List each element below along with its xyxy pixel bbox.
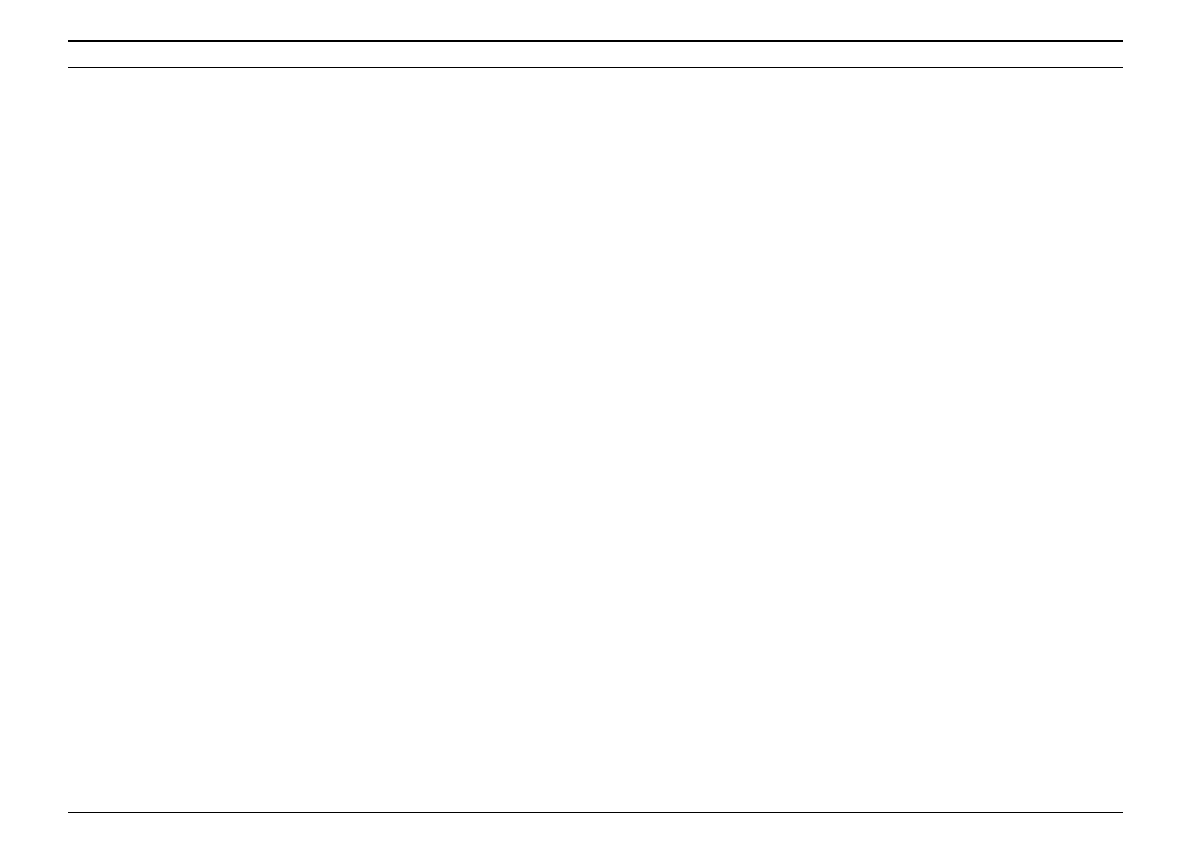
table-header	[68, 42, 1123, 67]
header-rule	[68, 67, 1123, 68]
table-bottom-rule	[68, 812, 1123, 813]
table-title	[72, 14, 78, 34]
